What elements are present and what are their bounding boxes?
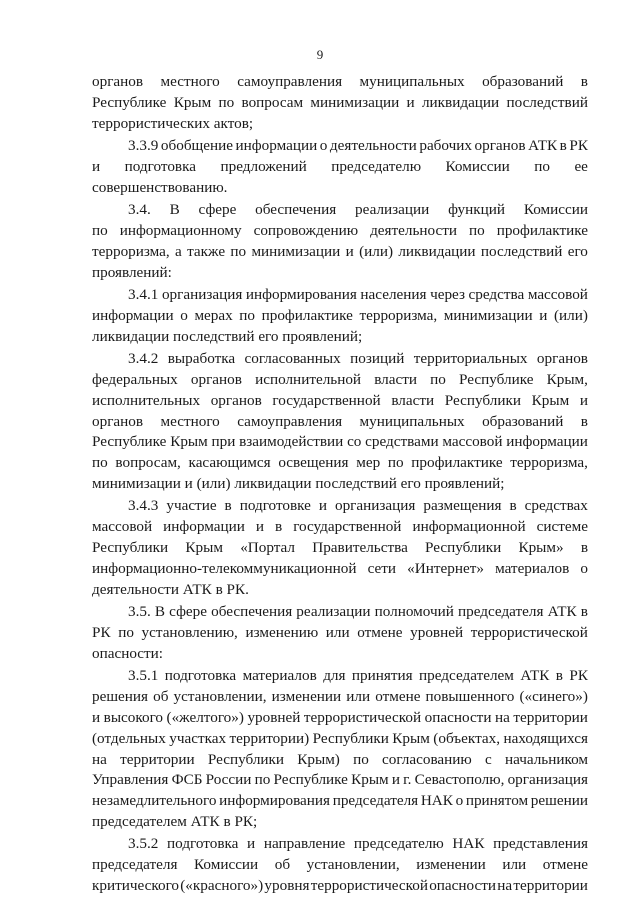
paragraph-3-4 xyxy=(92,200,588,283)
paragraph-line: Республике Крым при взаимодействии со средствами массовой информации xyxy=(92,433,588,451)
paragraph-line: по информационному сопровождению деятельности по профилактике xyxy=(92,221,588,239)
paragraph-line: и подготовка предложений председателю Комиссии по ее xyxy=(92,157,588,175)
paragraph-line: председателем АТК в РК; xyxy=(92,813,258,831)
paragraph-line: Управления ФСБ России по Республике Крым и г. Севастополю, организация xyxy=(92,771,588,789)
paragraph-line: совершенствованию. xyxy=(92,178,228,196)
paragraph-line: деятельности АТК в РК. xyxy=(92,580,249,598)
paragraph-line: 3.3.9 обобщение информации о деятельности рабочих органов АТК в РК xyxy=(128,137,588,155)
paragraph-line: по вопросам, касающимся освещения мер по профилактике терроризма, xyxy=(92,454,588,472)
paragraph-line: органов местного самоуправления муниципальных образований в xyxy=(92,412,588,430)
paragraph-line: Республики Крым «Портал Правительства Республики Крым» в xyxy=(92,539,588,557)
paragraph-3-5-2 xyxy=(92,834,588,897)
document-body xyxy=(92,72,588,897)
paragraph-3-5-1 xyxy=(92,666,588,833)
paragraph-line: 3.4.1 организация информирования населения через средства массовой xyxy=(128,285,588,303)
page-number: 9 xyxy=(316,47,324,62)
paragraph-line: опасности: xyxy=(92,644,164,662)
paragraph-line: решения об установлении, изменении или отмене повышенного («синего») xyxy=(92,687,588,705)
paragraph-line: на территории Республики Крым) по согласованию с начальником xyxy=(92,750,588,768)
paragraph-line: исполнительных органов государственной власти Республики Крым и xyxy=(92,391,588,409)
paragraph-line: 3.5.2 подготовка и направление председателю НАК представления xyxy=(128,835,588,853)
paragraph-line: информационно-телекоммуникационной сети «Интернет» материалов о xyxy=(92,559,588,577)
paragraph-line: информации о мерах по профилактике терроризма, минимизации и (или) xyxy=(92,306,588,324)
paragraph-3-4-2 xyxy=(92,349,588,495)
paragraph-3-4-3 xyxy=(92,496,588,600)
paragraph-line: РК по установлению, изменению или отмене уровней террористической xyxy=(92,623,588,641)
paragraph-line: председателя Комиссии об установлении, изменении или отмене xyxy=(92,856,588,874)
paragraph-line: незамедлительного информирования председателя НАК о принятом решении xyxy=(92,792,588,810)
paragraph-line: и высокого («желтого») уровней террористической опасности на территории xyxy=(92,708,588,726)
paragraph-line: критического («красного») уровня террористической опасности на территории xyxy=(92,877,588,895)
paragraph-line: массовой информации и в государственной информационной системе xyxy=(92,518,588,536)
paragraph-line: 3.4. В сфере обеспечения реализации функций Комиссии xyxy=(128,201,588,219)
paragraph-3-3-9 xyxy=(92,136,588,199)
paragraph-line: органов местного самоуправления муниципальных образований в xyxy=(92,73,588,90)
paragraph-line: Республике Крым по вопросам минимизации и ликвидации последствий xyxy=(92,93,588,111)
paragraph-line: проявлений: xyxy=(92,263,172,281)
paragraph-line: ликвидации последствий его проявлений; xyxy=(92,327,363,345)
paragraph-3-4-1 xyxy=(92,285,588,348)
paragraph-line: 3.5. В сфере обеспечения реализации полномочий председателя АТК в xyxy=(128,603,588,621)
paragraph-line: 3.4.2 выработка согласованных позиций территориальных органов xyxy=(128,349,588,367)
paragraph-line: минимизации и (или) ликвидации последствий его проявлений; xyxy=(92,475,505,493)
paragraph-line: терроризма, а также по минимизации и (или) ликвидации последствий его xyxy=(92,242,588,260)
paragraph-line: федеральных органов исполнительной власти по Республике Крым, xyxy=(92,370,588,388)
paragraph-3-5 xyxy=(92,602,588,665)
paragraph-line: 3.5.1 подготовка материалов для принятия председателем АТК в РК xyxy=(128,667,588,685)
paragraph-cont xyxy=(92,72,588,135)
paragraph-line: (отдельных участках территории) Республики Крым (объектах, находящихся xyxy=(92,729,588,747)
paragraph-line: террористических актов; xyxy=(92,114,254,132)
paragraph-line: 3.4.3 участие в подготовке и организация размещения в средствах xyxy=(128,497,588,515)
